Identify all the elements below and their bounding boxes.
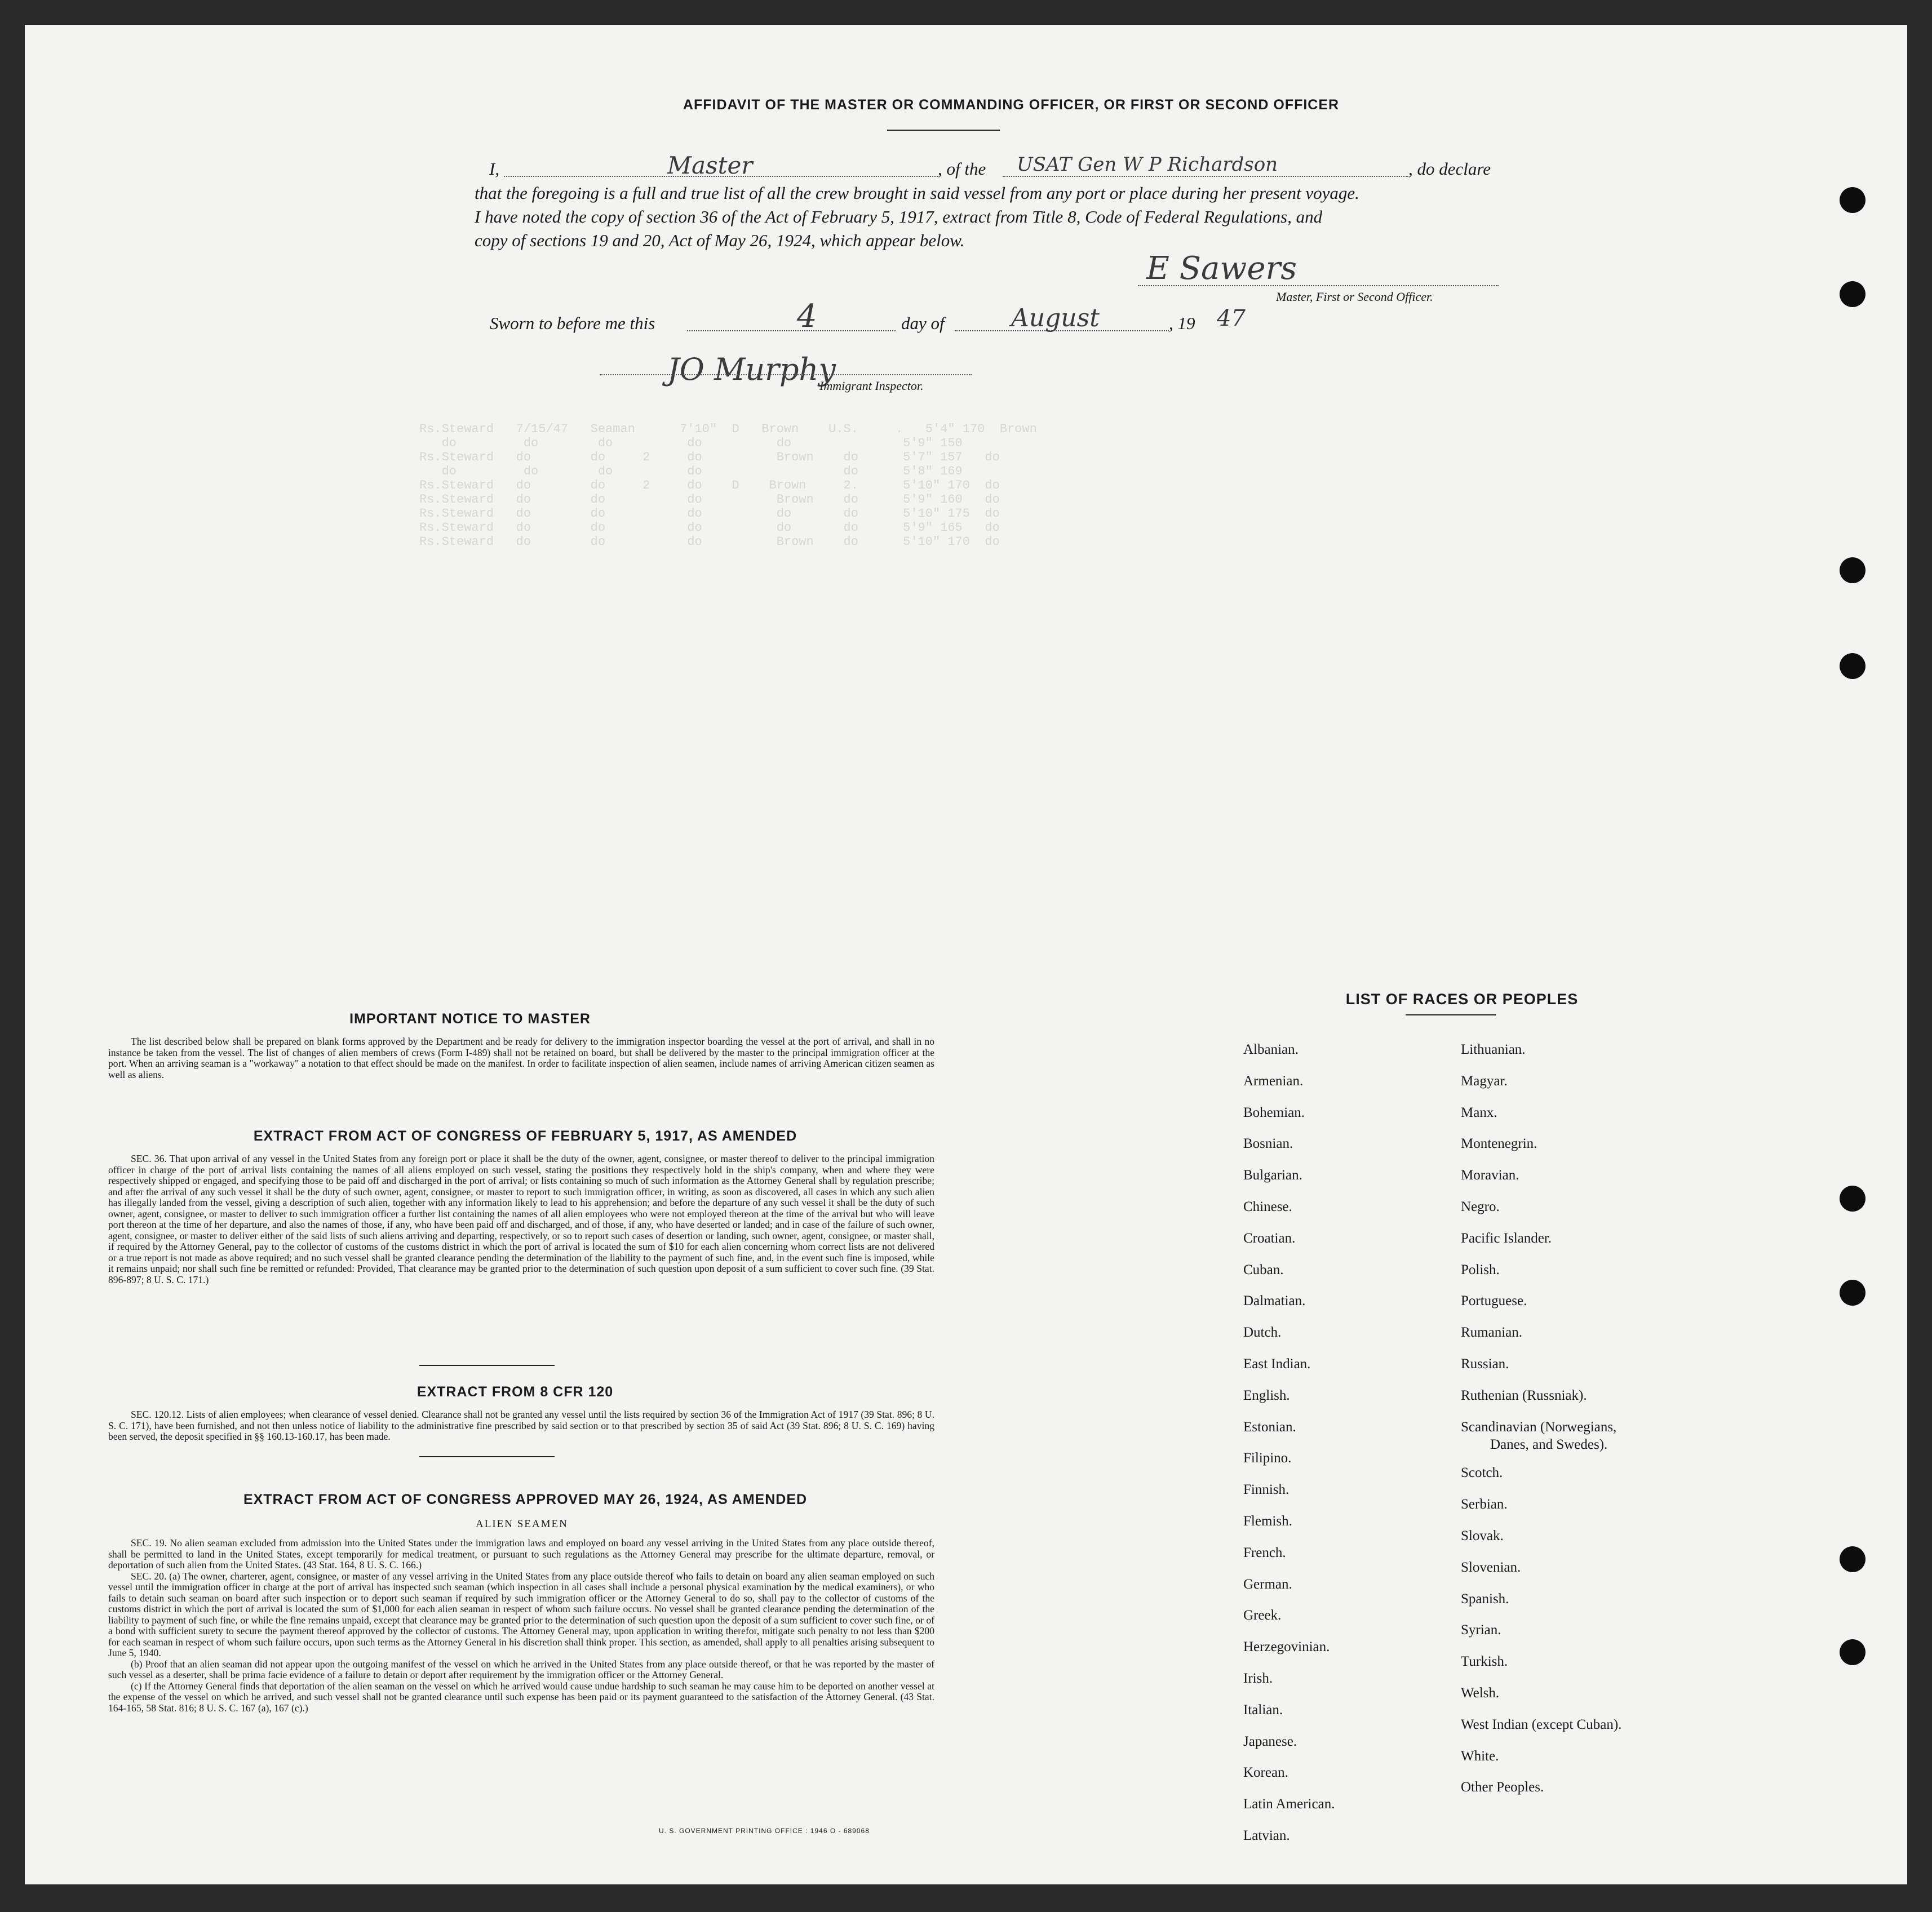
section-120-12-paragraph: SEC. 120.12. Lists of alien employees; when clearance of vessel denied. Clearance shall not be granted any vessel until the lists required by section 36 of the Immigration Act of 1917 (39 Stat. 896; 8 U. S. C. 171), have been furnished, and not then unless notice of liability to the administrative fine prescribed by said section or to that prescribed by section 35 of said Act (39 Stat. 896; 8 U. S. C. 169) having been served, the deposit specified in §§ 160.13-160.17, has been made. [108,1409,934,1442]
race-entry: Chinese. [1243,1199,1292,1214]
race-entry: Spanish. [1461,1591,1509,1607]
of-the-label: , of the [938,159,986,179]
race-entry: Greek. [1243,1608,1282,1623]
race-entry: French. [1243,1545,1286,1560]
day-handwritten: 4 [797,298,817,335]
printing-office-imprint: U. S. GOVERNMENT PRINTING OFFICE : 1946 O - 689068 [659,1827,870,1835]
race-entry: Manx. [1461,1104,1497,1120]
race-entry: Bulgarian. [1243,1168,1302,1183]
day-of-label: day of [901,313,945,333]
do-declare-label: , do declare [1408,159,1491,179]
section-divider [419,1456,555,1457]
extract-1917-text [108,1154,934,1285]
race-entry: Flemish. [1243,1514,1292,1529]
binder-hole [1840,1639,1865,1665]
section-20a-paragraph: SEC. 20. (a) The owner, charterer, agent, consignee, or master of any vessel arriving in the United States from any place outside thereof who fails to detain on board any alien seaman employed on such vessel until the immigration officer in charge at the port of arrival has inspected such seaman (which inspection in all cases shall include a personal physical examination by the medical examiners), or who fails to detain such seaman on board after such inspection or to deport such seaman if required by such immigration officer or the Attorney General to do so, shall pay to the collector of customs of the customs district in which the port of arrival is located the sum of $1,000 for each alien seaman in respect of whom such failure occurs. No vessel shall be granted clearance pending the determination of the liability to payment of such fine, or while the fine remains unpaid, except that clearance may be granted prior to the determination of such question upon the deposit of a sum sufficient to cover such fine, or of a bond with sufficient surety to secure the payment thereof approved by the collector of customs. The Attorney General may, upon application in writing therefor, mitigate such penalty to not less than $200 for each seaman in respect of whom such failure occurs, upon such terms as the Attorney General in his discretion shall think proper. This section, as amended, shall apply to all penalties arising subsequent to June 5, 1940. [108,1570,934,1658]
section-20c-paragraph: (c) If the Attorney General finds that deportation of the alien seaman on the vessel on which he arrived would cause undue hardship to such seaman he may cause him to be deported on another vessel at the expense of the vessel on which he arrived, and such vessel shall not be granted clearance until such expense has been paid or its payment guaranteed to the satisfaction of the Attorney General. (43 Stat. 164-165, 58 Stat. 816; 8 U. S. C. 167 (a), 167 (c).) [108,1680,934,1714]
document-page [25,25,1907,1884]
race-entry: Armenian. [1243,1073,1304,1089]
section-divider [419,1365,555,1366]
race-entry: Latvian. [1243,1828,1290,1843]
race-entry: Turkish. [1461,1654,1508,1670]
race-entry: Portuguese. [1461,1293,1527,1309]
race-entry: Korean. [1243,1765,1288,1781]
race-entry: Estonian. [1243,1419,1296,1435]
binder-hole [1840,653,1865,679]
extract-1917-title: EXTRACT FROM ACT OF CONGRESS OF FEBRUARY 5, 1917, AS AMENDED [253,1128,797,1144]
race-entry: Slovak. [1461,1528,1504,1543]
race-entry: Rumanian. [1461,1325,1523,1341]
extract-8cfr-title: EXTRACT FROM 8 CFR 120 [416,1384,614,1400]
race-entry: Latin American. [1243,1796,1335,1812]
month-handwritten: August [1011,304,1100,332]
binder-hole [1840,557,1865,583]
race-entry: Scandinavian (Norwegians, [1461,1419,1617,1435]
binder-hole [1840,1546,1865,1572]
binder-hole [1840,281,1865,307]
notice-title: IMPORTANT NOTICE TO MASTER [349,1011,591,1027]
race-entry: English. [1243,1387,1290,1403]
races-title-rule [1406,1014,1496,1015]
binder-hole [1840,187,1865,213]
section-20b-paragraph: (b) Proof that an alien seaman did not appear upon the outgoing manifest of the vessel on which he arrived in the United States from any place outside thereof, or that he was reported by the master of such vessel as a deserter, shall be prima facie evidence of a failure to detain or deport after requirement by the immigration officer or the Attorney General. [108,1658,934,1680]
section-36-paragraph: SEC. 36. That upon arrival of any vessel in the United States from any foreign port or place it shall be the duty of the owner, agent, consignee, or master thereof to deliver to the principal immigration officer in charge of the port of arrival lists containing the names of all aliens employed on such vessel, stating the positions they respectively hold in the ship's company, when and where they were respectively shipped or engaged, and specifying those to be paid off and discharged in the port of arrival; or lists containing so much of such information as the Attorney General shall by regulation prescribe; and after the arrival of any such vessel it shall be the duty of such owner, agent, consignee, or master to report to such immigration officer, in writing, as soon as discovered, all cases in which any such alien has illegally landed from the vessel, giving a description of such alien, together with any information likely to lead to his apprehension; and before the departure of any such vessel it shall be the duty of such owner, agent, consignee, or master to deliver to such immigration officer a further list containing the names of all alien employees who were not employed thereon at the time of the arrival but who will leave port thereon at the time of her departure, and also the names of those, if any, who have been paid off and discharged, and of those, if any, who have deserted or landed; and in case of the failure of such owner, agent, consignee, or master to deliver either of the said lists of such aliens arriving and departing, respectively, or so to report such cases of desertion or landing, such owner, agent, consignee, or master shall, if required by the Attorney General, pay to the collector of customs of the customs district in which the port of arrival is located the sum of $10 for each alien concerning whom correct lists are not delivered or a true report is not made as above required; and no such vessel shall be granted clearance pending the determination of the liability to the payment of such fine, and, in the event such fine is imposed, while it remains unpaid; nor shall such fine be remitted or refunded: Provided, That clearance may be granted prior to the determination of such question upon deposit of a sum sufficient to cover such fine. (39 Stat. 896-897; 8 U. S. C. 171.) [108,1153,934,1285]
race-entry: Irish. [1243,1671,1273,1686]
race-entry: Bohemian. [1243,1104,1305,1120]
master-signature: E Sawers [1146,250,1297,287]
bleed-through-texture: Rs.Steward 7/15/47 Seaman 7'10" D Brown U.S. . 5'4" 170 Brown do do do do do 5'9" 150 Rs.Steward do do 2 do Brown do 5'7" 157 do do do do do do 5'8" 169 Rs.Steward do do 2 do D Brown 2. 5'10" 170 do Rs.Steward do do do Brown do 5'9" 160 do Rs.Steward do do do do do 5'10" 175 do Rs.Steward do do do do do 5'9" 165 do Rs.Steward do do do Brown do 5'10" 170 do [419,422,1037,549]
year-prefix-label: , 19 [1169,313,1195,333]
race-entry: Albanian. [1243,1042,1299,1057]
vessel-field [1003,176,1408,177]
sworn-before-label: Sworn to before me this [490,313,655,333]
race-entry: Danes, and Swedes). [1490,1436,1608,1452]
master-signature-line [1138,285,1499,286]
inspector-signature: JO Murphy [667,352,836,387]
extract-8cfr-text [108,1409,934,1443]
master-caption: Master, First or Second Officer. [1276,290,1433,304]
notice-paragraph: The list described below shall be prepared on blank forms approved by the Department and be ready for delivery to the immigration inspector boarding the vessel at the port of arrival, and shall in no instance be taken from the vessel. The list of changes of alien members of crews (Form I-489) shall not be retained on board, but shall be delivered by the master to the principal immigration officer at the port. When an arriving seaman is a "workaway" a notation to that effect should be made on the manifest. In order to facilitate inspection of alien seamen, include names of arriving American citizen seamen as well as aliens. [108,1036,934,1080]
race-entry: Finnish. [1243,1482,1290,1498]
race-entry: Magyar. [1461,1073,1508,1089]
race-entry: East Indian. [1243,1356,1311,1372]
race-entry: Other Peoples. [1461,1780,1544,1795]
affidavit-title: AFFIDAVIT OF THE MASTER OR COMMANDING OFFICER, OR FIRST OR SECOND OFFICER [683,97,1340,113]
affidavit-title-rule [887,130,1000,131]
inspector-caption: Immigrant Inspector. [819,379,924,393]
affidavit-line-3: I have noted the copy of section 36 of the Act of February 5, 1917, extract from Title 8, Code of Federal Regulations, and [475,207,1323,227]
extract-1924-title: EXTRACT FROM ACT OF CONGRESS APPROVED MAY 26, 1924, AS AMENDED [243,1492,808,1507]
race-entry: Dutch. [1243,1325,1282,1341]
vessel-handwritten: USAT Gen W P Richardson [1017,153,1278,176]
year-handwritten: 47 [1217,305,1246,331]
race-entry: Slovenian. [1461,1559,1521,1575]
day-field [687,330,896,331]
race-entry: Polish. [1461,1262,1500,1277]
race-entry: Pacific Islander. [1461,1230,1552,1246]
affidavit-i-label: I, [489,159,500,179]
race-entry: Syrian. [1461,1622,1501,1638]
binder-hole [1840,1280,1865,1306]
race-entry: Herzegovinian. [1243,1639,1330,1655]
race-entry: Moravian. [1461,1168,1519,1183]
affidavit-line-2: that the foregoing is a full and true list of all the crew brought in said vessel from any port or place during her present voyage. [475,183,1359,203]
race-entry: Russian. [1461,1356,1509,1372]
race-entry: Croatian. [1243,1230,1296,1246]
race-entry: Bosnian. [1243,1136,1293,1152]
race-entry: Serbian. [1461,1497,1508,1512]
race-entry: Italian. [1243,1702,1283,1718]
race-entry: Lithuanian. [1461,1042,1526,1057]
race-entry: Cuban. [1243,1262,1284,1277]
race-entry: Negro. [1461,1199,1500,1214]
binder-hole [1840,1186,1865,1212]
race-entry: White. [1461,1748,1499,1764]
race-entry: Japanese. [1243,1733,1297,1749]
race-entry: Scotch. [1461,1465,1503,1481]
alien-seamen-subtitle: ALIEN SEAMEN [476,1518,568,1530]
races-title: LIST OF RACES OR PEOPLES [1345,991,1579,1008]
race-entry: West Indian (except Cuban). [1461,1716,1622,1732]
notice-text [108,1036,934,1080]
extract-1924-text [108,1538,934,1714]
race-entry: Filipino. [1243,1450,1292,1466]
race-entry: Ruthenian (Russniak). [1461,1387,1587,1403]
affidavit-line-4: copy of sections 19 and 20, Act of May 26, 1924, which appear below. [475,230,965,250]
rank-handwritten: Master [667,152,753,179]
inspector-signature-line [600,374,972,375]
race-entry: Montenegrin. [1461,1136,1537,1152]
section-19-paragraph: SEC. 19. No alien seaman excluded from admission into the United States under the immigration laws and employed on board any vessel arriving in the United States from any place outside thereof, shall be permitted to land in the United States, except temporarily for medical treatment, or pursuant to such regulations as the Attorney General may prescribe for the ultimate departure, removal, or deportation of such alien from the United States. (43 Stat. 164, 8 U. S. C. 166.) [108,1537,934,1571]
race-entry: Dalmatian. [1243,1293,1306,1309]
race-entry: German. [1243,1576,1292,1592]
race-entry: Welsh. [1461,1685,1500,1701]
